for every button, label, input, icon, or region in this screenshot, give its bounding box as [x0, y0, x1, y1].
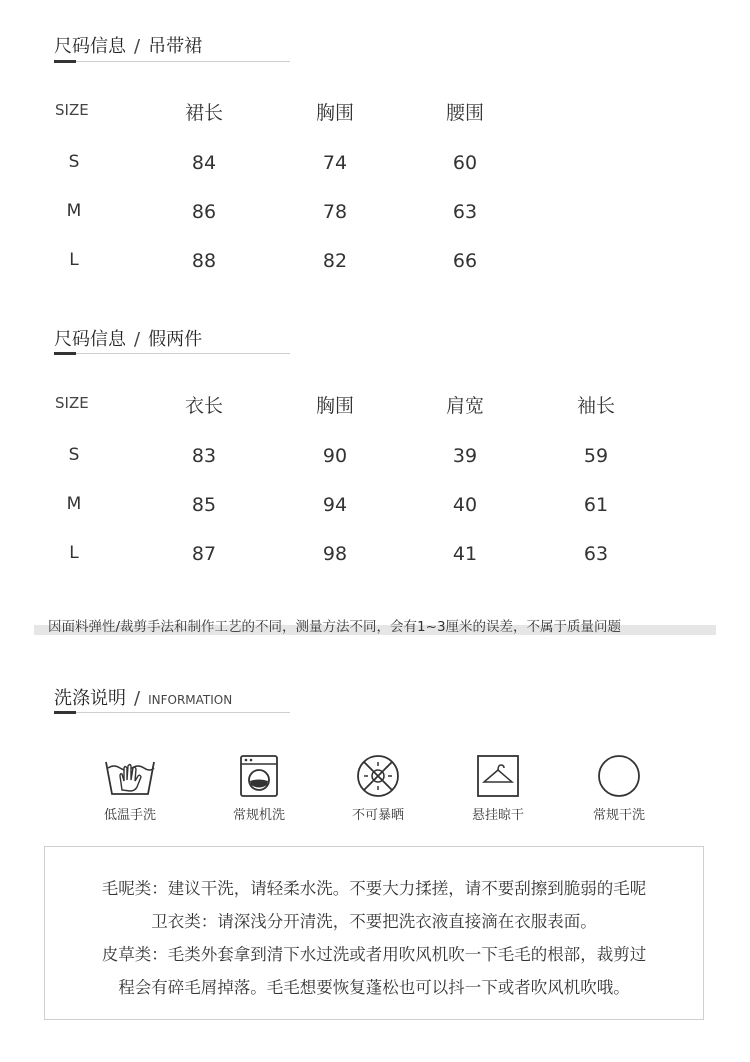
- table-header-cell: 腰围: [445, 102, 484, 124]
- table-cell: 78: [322, 201, 348, 223]
- table-cell: 66: [452, 250, 478, 272]
- table-cell: 86: [191, 201, 217, 223]
- wash-item: [199, 754, 319, 823]
- table-cell: 39: [452, 445, 478, 467]
- section-divider: [54, 712, 290, 713]
- table-cell: 61: [583, 494, 609, 516]
- no-sun-dry-icon: [350, 754, 406, 798]
- table-header-cell: 胸围: [315, 395, 354, 417]
- table-cell: 82: [322, 250, 348, 272]
- table-cell: 83: [191, 445, 217, 467]
- table-cell: 98: [322, 543, 348, 565]
- wash-title-sub: INFORMATION: [148, 693, 233, 707]
- table-cell: 60: [452, 152, 478, 174]
- table-cell: S: [68, 445, 80, 465]
- table-cell: 63: [452, 201, 478, 223]
- dry-clean-icon: [591, 754, 647, 798]
- hand-wash-icon: [102, 754, 158, 798]
- size-table2-title: [54, 325, 202, 351]
- table-header-cell: 裙长: [184, 102, 223, 124]
- wash-item-label: 悬挂晾干: [471, 808, 524, 823]
- care-line: 卫衣类：请深浅分开清洗，不要把洗衣液直接滴在衣服表面。: [151, 912, 597, 931]
- measurement-notice: [34, 612, 716, 634]
- table-cell: 40: [452, 494, 478, 516]
- wash-item-label: 低温手洗: [103, 808, 156, 823]
- table-cell: 94: [322, 494, 348, 516]
- size-table2-title-sub: 假两件: [148, 329, 203, 350]
- table-cell: 63: [583, 543, 609, 565]
- table-cell: L: [69, 543, 79, 563]
- table-cell: S: [68, 152, 80, 172]
- wash-item: [559, 754, 679, 823]
- table-cell: 88: [191, 250, 217, 272]
- size-table1-title-main: 尺码信息: [54, 36, 126, 57]
- title-slash: /: [134, 688, 141, 709]
- table-cell: 59: [583, 445, 609, 467]
- table-header-cell: 肩宽: [445, 395, 484, 417]
- table-header-cell: SIZE: [55, 101, 89, 119]
- wash-item-label: 不可暴晒: [351, 808, 404, 823]
- section-divider: [54, 61, 290, 62]
- table-cell: 85: [191, 494, 217, 516]
- machine-wash-icon: [231, 754, 287, 798]
- section-divider: [54, 353, 290, 354]
- table-header-cell: 衣长: [184, 395, 223, 417]
- size-table1-title: [54, 32, 202, 58]
- hang-dry-icon: [470, 754, 526, 798]
- table-cell: 87: [191, 543, 217, 565]
- size-table1-title-sub: 吊带裙: [148, 36, 203, 57]
- table-header-cell: 胸围: [315, 102, 354, 124]
- wash-item: [70, 754, 190, 823]
- table-cell: 90: [322, 445, 348, 467]
- table-cell: M: [66, 494, 82, 514]
- wash-title-main: 洗涤说明: [54, 688, 126, 709]
- care-line: 皮草类：毛类外套拿到清下水过洗或者用吹风机吹一下毛毛的根部，裁剪过: [101, 945, 647, 964]
- wash-item: [318, 754, 438, 823]
- care-line: 程会有碎毛屑掉落。毛毛想要恢复蓬松也可以抖一下或者吹风机吹哦。: [118, 978, 630, 997]
- wash-item: [438, 754, 558, 823]
- table-header-cell: 袖长: [576, 395, 615, 417]
- wash-item-label: 常规机洗: [232, 808, 285, 823]
- notice-text: 因面料弹性/裁剪手法和制作工艺的不同，测量方法不同，会有1~3厘米的误差，不属于质量问题: [48, 619, 622, 635]
- table-cell: 74: [322, 152, 348, 174]
- table-cell: 84: [191, 152, 217, 174]
- wash-title: [54, 684, 232, 710]
- wash-item-label: 常规干洗: [592, 808, 645, 823]
- table-cell: L: [69, 250, 79, 270]
- care-line: 毛呢类：建议干洗，请轻柔水洗。不要大力揉搓，请不要刮擦到脆弱的毛呢: [101, 879, 647, 898]
- title-slash: /: [134, 329, 141, 350]
- table-cell: 41: [452, 543, 478, 565]
- care-instructions-box: [44, 846, 704, 1020]
- table-header-cell: SIZE: [55, 394, 89, 412]
- size-table2-title-main: 尺码信息: [54, 329, 126, 350]
- title-slash: /: [134, 36, 141, 57]
- table-cell: M: [66, 201, 82, 221]
